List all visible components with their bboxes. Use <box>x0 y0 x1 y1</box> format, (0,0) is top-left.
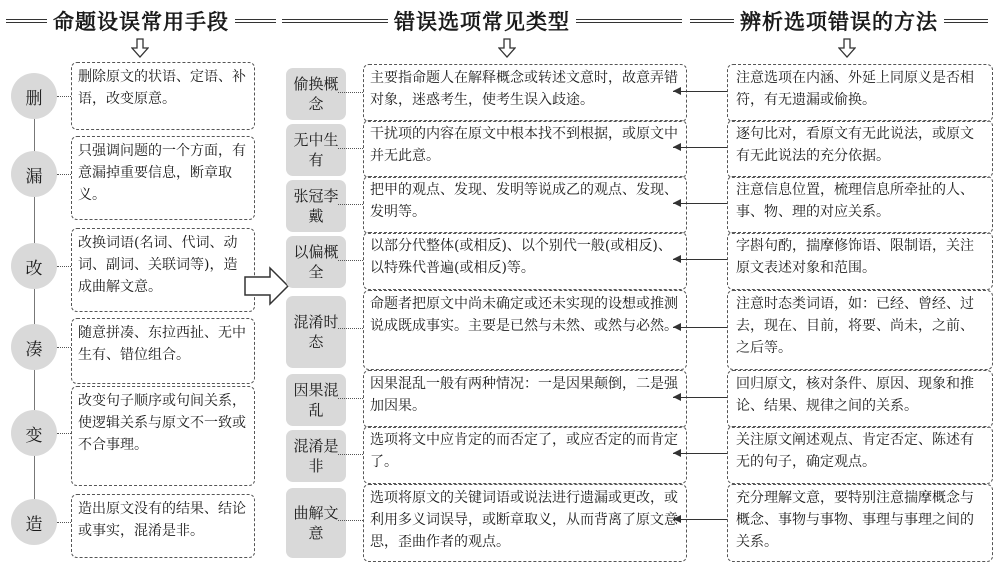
method-box-fabricate: 造出原文没有的结果、结论或事实，混淆是非。 <box>71 494 255 558</box>
arrowhead-icon <box>673 393 681 401</box>
arrowhead-icon <box>673 323 681 331</box>
connector <box>57 96 71 97</box>
method-circle-patch: 凑 <box>11 324 57 370</box>
header-left-rule-a <box>6 19 47 23</box>
type-label-misattribution: 张冠李戴 <box>286 180 346 232</box>
connector <box>57 433 71 434</box>
header-middle <box>282 6 682 36</box>
header-right-title: 辨析选项错误的方法 <box>740 10 938 34</box>
type-desc-tense-confusion: 命题者把原文中尚未确定或还未实现的设想或推测说成既成事实。主要是已然与未然、或然与必然。 <box>363 290 687 370</box>
header-middle-rule-a <box>282 19 388 23</box>
method-circle-change: 改 <box>11 243 57 289</box>
header-left-title: 命题设误常用手段 <box>53 10 229 34</box>
arrowhead-icon <box>673 255 681 263</box>
type-desc-fabrication: 干扰项的内容在原文中根本找不到根据，或原文中并无此意。 <box>363 120 687 178</box>
header-left-rule-b <box>235 19 276 23</box>
connector <box>57 522 71 523</box>
connector <box>338 92 363 93</box>
connector <box>673 203 727 204</box>
arrowhead-icon <box>673 449 681 457</box>
connector <box>338 328 363 329</box>
connector <box>338 398 363 399</box>
method-circle-alter: 变 <box>11 410 57 456</box>
header-middle-title: 错误选项常见类型 <box>394 10 570 34</box>
connector <box>673 519 727 520</box>
type-method-fabrication: 逐句比对，看原文有无此说法，或原文有无此说法的充分依据。 <box>727 120 993 178</box>
method-circle-delete: 删 <box>11 73 57 119</box>
connector <box>673 397 727 398</box>
method-box-delete: 删除原文的状语、定语、补语，改变原意。 <box>71 62 255 130</box>
type-method-misinterpretation: 充分理解文意，要特别注意揣摩概念与概念、事物与事物、事理与事理之间的关系。 <box>727 484 993 562</box>
down-arrow-icon <box>498 38 516 58</box>
header-right-rule-b <box>944 19 988 23</box>
type-label-misinterpretation: 曲解文意 <box>286 488 346 558</box>
type-desc-causality-confusion: 因果混乱一般有两种情况：一是因果颠倒，二是强加因果。 <box>363 370 687 428</box>
arrowhead-icon <box>673 143 681 151</box>
type-desc-misinterpretation: 选项将原文的关键词语或说法进行遗漏或更改，或利用多义词误导，或断章取义，从而背离了原文意思，歪曲作者的观点。 <box>363 484 687 562</box>
type-method-causality-confusion: 回归原文，核对条件、原因、现象和推论、结果、规律之间的关系。 <box>727 370 993 428</box>
left-spine-line <box>34 74 35 529</box>
method-box-change: 改换词语(名词、代词、动词、副词、关联词等)，造成曲解文意。 <box>71 228 255 312</box>
type-method-right-wrong: 关注原文阐述观点、肯定否定、陈述有无的句子，确定观点。 <box>727 426 993 484</box>
method-box-omit: 只强调问题的一个方面，有意漏掉重要信息，断章取义。 <box>71 136 255 220</box>
method-box-patch: 随意拼凑、东拉西扯、无中生有、错位组合。 <box>71 318 255 384</box>
method-box-alter: 改变句子顺序或句间关系，使逻辑关系与原文不一致或不合事理。 <box>71 386 255 486</box>
arrowhead-icon <box>673 199 681 207</box>
header-middle-rule-b <box>576 19 682 23</box>
down-arrow-icon <box>131 38 149 58</box>
type-method-misattribution: 注意信息位置，梳理信息所牵扯的人、事、物、理的对应关系。 <box>727 176 993 234</box>
type-desc-right-wrong: 选项将文中应肯定的而否定了，或应否定的而肯定了。 <box>363 426 687 484</box>
connector <box>57 347 71 348</box>
type-desc-concept-swap: 主要指命题人在解释概念或转述文意时，故意弄错对象，迷惑考生，使考生误入歧途。 <box>363 64 687 122</box>
type-method-overgeneralization: 字斟句酌，揣摩修饰语、限制语，关注原文表述对象和范围。 <box>727 232 993 290</box>
type-label-tense-confusion: 混淆时态 <box>286 296 346 368</box>
connector <box>338 454 363 455</box>
method-circle-omit: 漏 <box>11 151 57 197</box>
right-arrow-icon <box>244 266 290 306</box>
connector <box>338 260 363 261</box>
connector <box>673 91 727 92</box>
connector <box>673 147 727 148</box>
down-arrow-icon <box>838 38 856 58</box>
connector <box>57 174 71 175</box>
method-circle-fabricate: 造 <box>11 499 57 545</box>
type-label-concept-swap: 偷换概念 <box>286 68 346 120</box>
connector <box>673 259 727 260</box>
connector <box>673 453 727 454</box>
connector <box>338 204 363 205</box>
type-desc-overgeneralization: 以部分代整体(或相反)、以个别代一般(或相反)、以特殊代普遍(或相反)等。 <box>363 232 687 290</box>
header-right-rule-a <box>690 19 734 23</box>
arrowhead-icon <box>673 515 681 523</box>
connector <box>338 148 363 149</box>
type-label-overgeneralization: 以偏概全 <box>286 236 346 288</box>
type-label-fabrication: 无中生有 <box>286 124 346 176</box>
type-method-concept-swap: 注意选项在内涵、外延上同原义是否相符，有无遗漏或偷换。 <box>727 64 993 122</box>
type-label-right-wrong: 混淆是非 <box>286 430 346 482</box>
header-left <box>6 6 276 36</box>
connector <box>57 266 71 267</box>
connector <box>338 520 363 521</box>
header-right <box>690 6 988 36</box>
type-method-tense-confusion: 注意时态类词语，如：已经、曾经、过去，现在、目前，将要、尚未，之前、之后等。 <box>727 290 993 370</box>
type-label-causality-confusion: 因果混乱 <box>286 374 346 426</box>
type-desc-misattribution: 把甲的观点、发现、发明等说成乙的观点、发现、发明等。 <box>363 176 687 234</box>
arrowhead-icon <box>673 87 681 95</box>
connector <box>673 327 727 328</box>
